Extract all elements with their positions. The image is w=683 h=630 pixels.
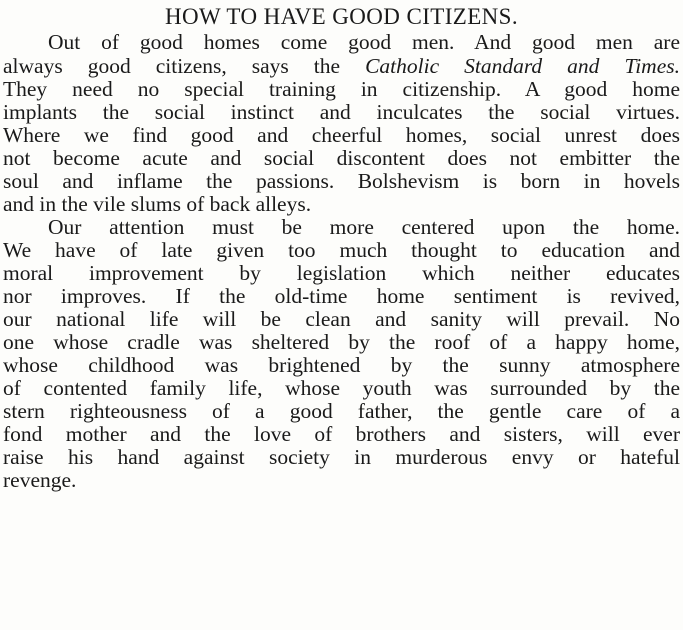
paragraph-1-line-1: Out of good homes come good men. And good men are [48, 30, 680, 54]
paragraph-2-line-11: raise his hand against society in murderous envy or hateful [3, 445, 680, 469]
paragraph-1-line-3: They need no special training in citizenship. A good home [3, 77, 680, 101]
paragraph-2-line-12: revenge. [3, 468, 77, 492]
attribution-text: always good citizens, says the [3, 54, 341, 78]
paragraph-2-line-9: stern righteousness of a good father, the gentle care of a [3, 399, 680, 423]
paragraph-2-line-4: nor improves. If the old-time home sentiment is revived, [3, 284, 680, 308]
paragraph-1-line-8: and in the vile slums of back alleys. [3, 192, 312, 216]
paragraph-2-line-2: We have of late given too much thought to education and [3, 238, 680, 262]
paragraph-2-line-3: moral improvement by legislation which neither educates [3, 261, 680, 285]
paragraph-1-line-2 [3, 55, 680, 78]
paragraph-2-line-10: fond mother and the love of brothers and sisters, will ever [3, 422, 680, 446]
source-publication: Catholic Standard and Times. [365, 54, 680, 78]
paragraph-1-line-7: soul and inflame the passions. Bolshevism is born in hovels [3, 169, 680, 193]
paragraph-1-line-4: implants the social instinct and inculcates the social virtues. [3, 100, 680, 124]
paragraph-1-line-6: not become acute and social discontent does not embitter the [3, 146, 680, 170]
paragraph-2-line-5: our national life will be clean and sanity will prevail. No [3, 307, 680, 331]
paragraph-1-line-5: Where we find good and cheerful homes, social unrest does [3, 123, 680, 147]
article-title: HOW TO HAVE GOOD CITIZENS. [164, 4, 519, 29]
paragraph-2-line-7: whose childhood was brightened by the sunny atmosphere [3, 353, 680, 377]
paragraph-2-line-1: Our attention must be more centered upon the home. [48, 215, 680, 239]
paragraph-2-line-8: of contented family life, whose youth was surrounded by the [3, 376, 680, 400]
paragraph-2-line-6: one whose cradle was sheltered by the roof of a happy home, [3, 330, 680, 354]
